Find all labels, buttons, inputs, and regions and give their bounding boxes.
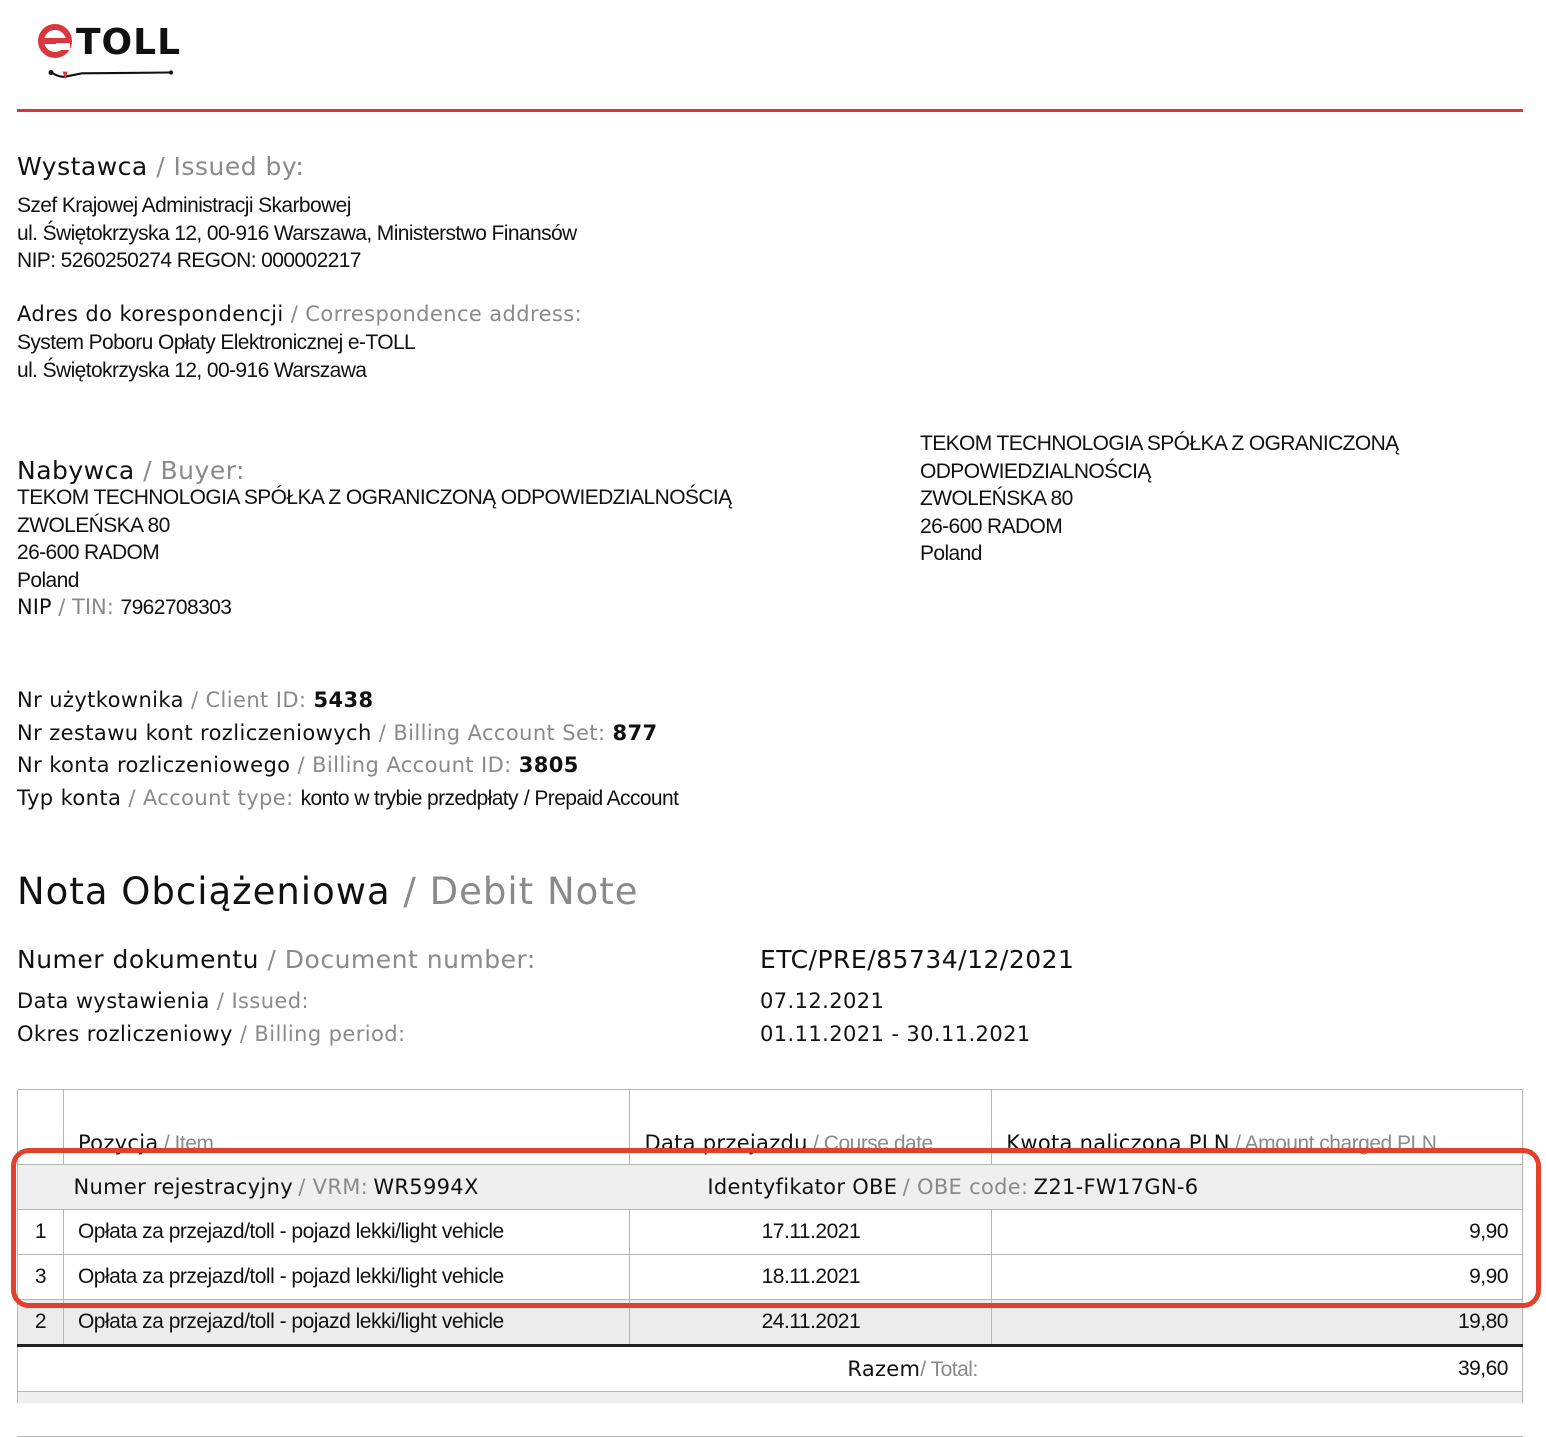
client-id-row: Nr użytkownika / Client ID: 5438 <box>17 688 374 712</box>
buyer-address <box>17 484 732 594</box>
row-amount: 9,90 <box>992 1210 1523 1255</box>
issuer-heading: Wystawca / Issued by: <box>17 152 305 181</box>
total-row <box>18 1346 1523 1392</box>
billing-account-set-row: Nr zestawu kont rozliczeniowych / Billing Account Set: 877 <box>17 721 658 745</box>
row-number: 1 <box>18 1210 64 1255</box>
mailing-line: Poland <box>920 542 982 565</box>
row-amount: 9,90 <box>992 1255 1523 1300</box>
table-row <box>18 1210 1523 1255</box>
buyer-heading: Nabywca / Buyer: <box>17 456 245 485</box>
items-table <box>17 1089 1523 1437</box>
billing-period-value: 01.11.2021 - 30.11.2021 <box>760 1022 1031 1046</box>
row-date: 17.11.2021 <box>630 1210 992 1255</box>
table-row <box>18 1300 1523 1346</box>
row-item: Opłata za przejazd/toll - pojazd lekki/light vehicle <box>63 1210 630 1255</box>
mailing-address <box>920 430 1399 568</box>
issuer-address <box>17 192 577 275</box>
table-header-number <box>18 1090 64 1165</box>
row-date: 18.11.2021 <box>630 1255 992 1300</box>
buyer-line: 26-600 RADOM <box>17 541 160 564</box>
issuer-line: ul. Świętokrzyska 12, 00-916 Warszawa, Ministerstwo Finansów <box>17 221 577 245</box>
mailing-line: ODPOWIEDZIALNOŚCIĄ <box>920 459 1151 483</box>
table-row <box>18 1255 1523 1300</box>
mailing-line: TEKOM TECHNOLOGIA SPÓŁKA Z OGRANICZONĄ <box>920 432 1399 455</box>
issued-date-value: 07.12.2021 <box>760 989 885 1013</box>
buyer-line: TEKOM TECHNOLOGIA SPÓŁKA Z OGRANICZONĄ ODPOWIEDZIALNOŚCIĄ <box>17 486 732 509</box>
table-header-row <box>18 1090 1523 1165</box>
row-item: Opłata za przejazd/toll - pojazd lekki/light vehicle <box>63 1255 630 1300</box>
billing-account-id-row: Nr konta rozliczeniowego / Billing Account ID: 3805 <box>17 753 579 777</box>
correspondence-heading: Adres do korespondencji / Correspondence address: <box>17 302 583 326</box>
logo-text: TOLL <box>76 22 182 63</box>
buyer-tin: NIP / TIN: 7962708303 <box>17 595 232 619</box>
document-title: Nota Obciążeniowa / Debit Note <box>17 870 639 913</box>
correspondence-line: ul. Świętokrzyska 12, 00-916 Warszawa <box>17 358 367 382</box>
vehicle-group-info: Numer rejestracyjny / VRM: WR5994X Identyfikator OBE / OBE code: Z21-FW17GN-6 <box>63 1165 1522 1210</box>
row-number: 2 <box>18 1300 64 1346</box>
table-header-amount: Kwota naliczona PLN / Amount charged PLN <box>992 1090 1523 1165</box>
row-item: Opłata za przejazd/toll - pojazd lekki/light vehicle <box>63 1300 630 1346</box>
header-divider <box>17 109 1523 112</box>
issued-date-label: Data wystawienia / Issued: <box>17 989 309 1013</box>
table-header-date: Data przejazdu / Course date <box>630 1090 992 1165</box>
correspondence-address <box>17 329 415 384</box>
correspondence-line: System Poboru Opłaty Elektronicznej e-TOLL <box>17 331 416 354</box>
vehicle-group-row <box>18 1165 1523 1210</box>
document-number-label: Numer dokumentu / Document number: <box>17 945 536 974</box>
total-label: Razem/ Total: <box>18 1346 992 1392</box>
buyer-line: ZWOLEŃSKA 80 <box>17 513 170 537</box>
buyer-line: Poland <box>17 568 79 592</box>
issuer-line: NIP: 5260250274 REGON: 000002217 <box>17 249 361 272</box>
mailing-line: 26-600 RADOM <box>920 514 1063 538</box>
row-date: 24.11.2021 <box>630 1300 992 1346</box>
issuer-line: Szef Krajowej Administracji Skarbowej <box>17 194 351 217</box>
logo-route-line-icon <box>36 70 186 80</box>
billing-period-label: Okres rozliczeniowy / Billing period: <box>17 1022 406 1046</box>
total-value: 39,60 <box>992 1346 1523 1392</box>
table-header-item: Pozycja / Item <box>63 1090 630 1165</box>
page-bottom-cutoff <box>0 1403 1546 1436</box>
row-amount: 19,80 <box>992 1300 1523 1346</box>
document-number-value: ETC/PRE/85734/12/2021 <box>760 945 1075 974</box>
etoll-logo <box>36 22 196 80</box>
row-number: 3 <box>18 1255 64 1300</box>
mailing-line: ZWOLEŃSKA 80 <box>920 487 1073 510</box>
etoll-e-icon <box>38 24 72 58</box>
account-type-row: Typ konta / Account type: konto w trybie przedpłaty / Prepaid Account <box>17 786 679 810</box>
